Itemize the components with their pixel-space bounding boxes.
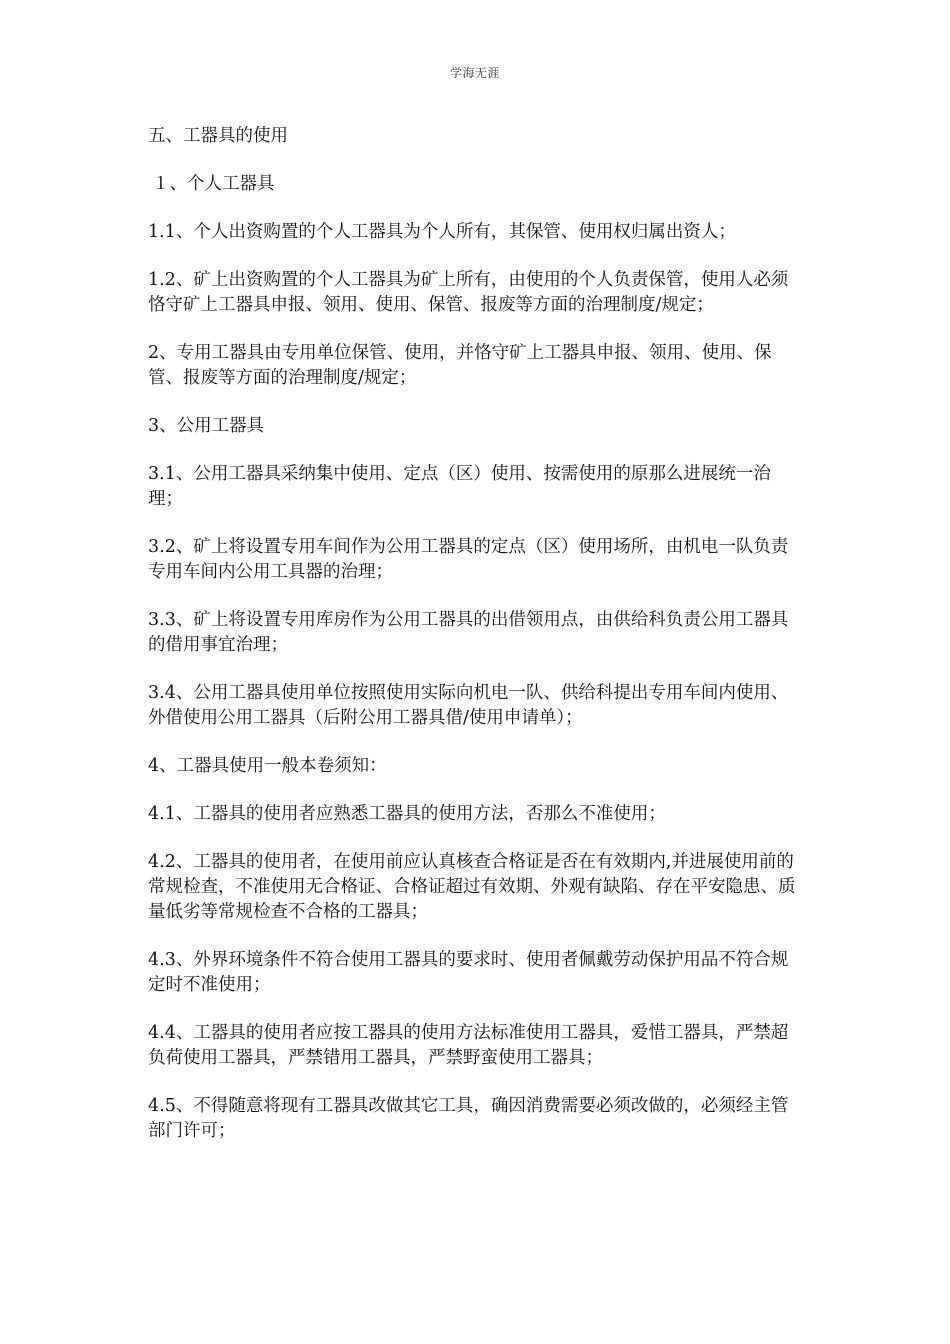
paragraph: 4.3、外界环境条件不符合使用工器具的要求时、使用者佩戴劳动保护用品不符合规定时不准使用； — [148, 950, 789, 995]
paragraph: 1.1、个人出资购置的个人工器具为个人所有，其保管、使用权归属出资人； — [148, 222, 736, 242]
paragraph: １、个人工器具 — [152, 174, 275, 194]
paragraph: 4.2、工器具的使用者，在使用前应认真核查合格证是否在有效期内,并进展使用前的常规检查，不准使用无合格证、合格证超过有效期、外观有缺陷、存在平安隐患、质量低劣等常规检查不合格的工器具； — [148, 852, 796, 922]
paragraph: 3.1、公用工器具采纳集中使用、定点（区）使用、按需使用的原那么进展统一治理； — [148, 464, 771, 509]
paragraph: 4、工器具使用一般本卷须知： — [148, 756, 387, 776]
paragraph: 3.4、公用工器具使用单位按照使用实际向机电一队、供给科提出专用车间内使用、外借使用公用工器具（后附公用工器具借/使用申请单）； — [148, 683, 789, 728]
paragraph: 3.2、矿上将设置专用车间作为公用工器具的定点（区）使用场所，由机电一队负责专用车间内公用工具器的治理； — [148, 537, 789, 582]
paragraph: 4.1、工器具的使用者应熟悉工器具的使用方法，否那么不准使用； — [148, 804, 666, 824]
paragraph: 1.2、矿上出资购置的个人工器具为矿上所有，由使用的个人负责保管，使用人必须恪守矿上工器具申报、领用、使用、保管、报废等方面的治理制度/规定； — [148, 270, 789, 315]
section-title: 五、工器具的使用 — [148, 126, 288, 146]
paragraph: 3.3、矿上将设置专用库房作为公用工器具的出借领用点，由供给科负责公用工器具的借用事宜治理； — [148, 610, 789, 655]
paragraph: 4.4、工器具的使用者应按工器具的使用方法标准使用工器具，爱惜工器具，严禁超负荷使用工器具，严禁错用工器具，严禁野蛮使用工器具； — [148, 1023, 789, 1068]
document-body — [148, 124, 796, 1167]
paragraph: 2、专用工器具由专用单位保管、使用，并恪守矿上工器具申报、领用、使用、保管、报废等方面的治理制度/规定； — [148, 343, 772, 388]
page-header: 学海无涯 — [449, 66, 500, 80]
paragraph: 3、公用工器具 — [148, 416, 265, 436]
paragraph: 4.5、不得随意将现有工器具改做其它工具，确因消费需要必须改做的，必须经主管部门许可； — [148, 1096, 789, 1141]
